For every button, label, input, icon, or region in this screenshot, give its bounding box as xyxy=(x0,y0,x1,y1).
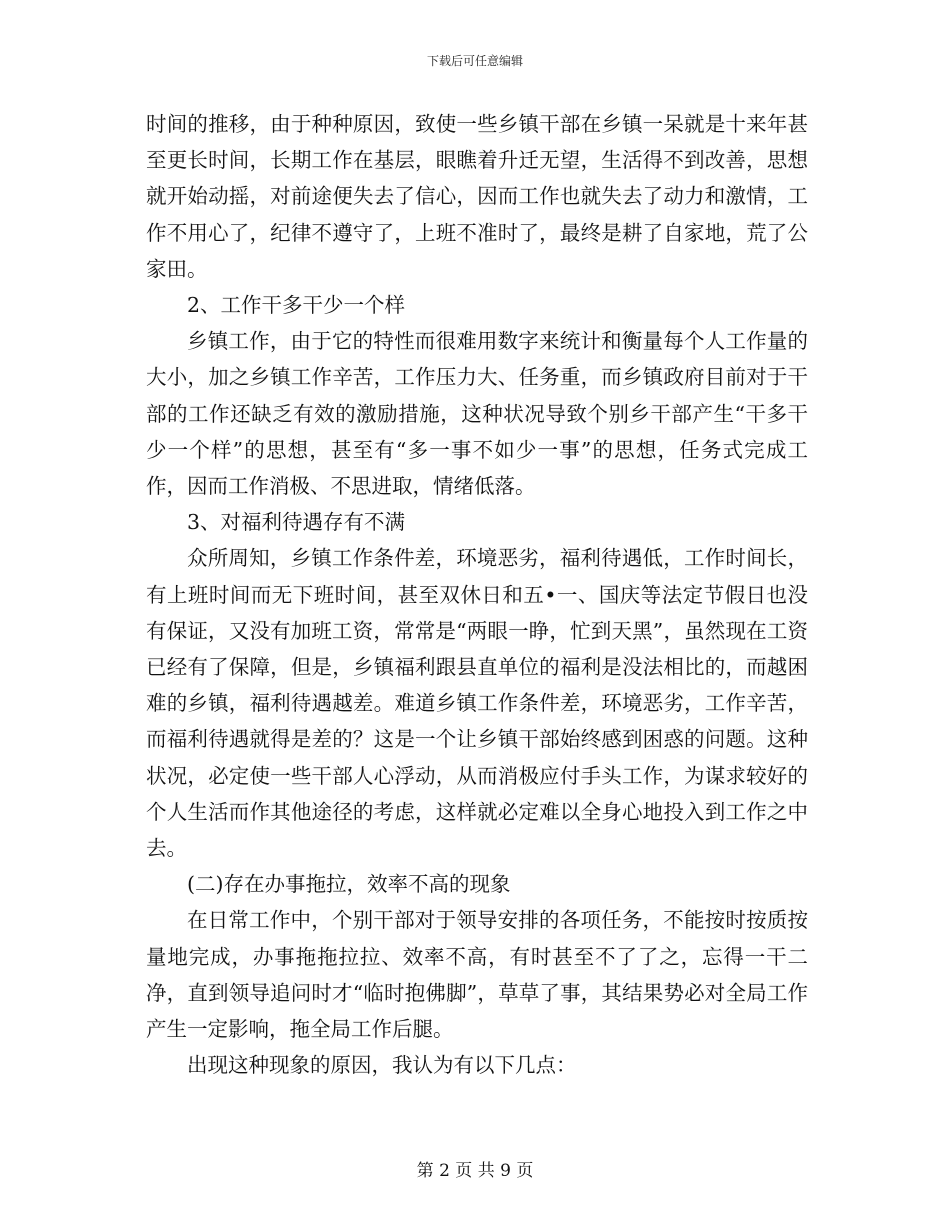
section-heading: 2、工作干多干少一个样 xyxy=(187,293,406,318)
document-body xyxy=(146,106,808,1083)
section-heading: 3、对福利待遇存有不满 xyxy=(187,510,406,535)
page-footer: 第 2 页 共 9 页 xyxy=(416,1161,534,1181)
paragraph-continuation: 时间的推移，由于种种原因，致使一些乡镇干部在乡镇一呆就是十来年甚至更长时间，长期工作在基层，眼瞧着升迁无望，生活得不到改善，思想就开始动摇，对前途便失去了信心，因而工作也就失去了动力和激情，工作不用心了，纪律不遵守了，上班不准时了，最终是耕了自家地，荒了公家田。 xyxy=(146,112,808,281)
paragraph: 众所周知，乡镇工作条件差，环境恶劣，福利待遇低，工作时间长，有上班时间而无下班时间，甚至双休日和五•一、国庆等法定节假日也没有保证，又没有加班工资，常常是“两眼一睁，忙到天黑”，虽然现在工资已经有了保障，但是，乡镇福利跟县直单位的福利是没法相比的，而越困难的乡镇，福利待遇越差。难道乡镇工作条件差，环境恶劣，工作辛苦，而福利待遇就得是差的？这是一个让乡镇干部始终感到困惑的问题。这种状况，必定使一些干部人心浮动，从而消极应付手头工作，为谋求较好的个人生活而作其他途径的考虑，这样就必定难以全身心地投入到工作之中去。 xyxy=(146,546,808,861)
paragraph: 在日常工作中，个别干部对于领导安排的各项任务，不能按时按质按量地完成，办事拖拖拉拉、效率不高，有时甚至不了了之，忘得一干二净，直到领导追问时才“临时抱佛脚”，草草了事，其结果势必对全局工作产生一定影响，拖全局工作后腿。 xyxy=(146,908,808,1042)
paragraph: 乡镇工作，由于它的特性而很难用数字来统计和衡量每个人工作量的大小，加之乡镇工作辛苦，工作压力大、任务重，而乡镇政府目前对于干部的工作还缺乏有效的激励措施，这种状况导致个别乡干部产生“干多干少一个样”的思想，甚至有“多一事不如少一事”的思想，任务式完成工作，因而工作消极、不思进取，情绪低落。 xyxy=(146,329,808,499)
page-header: 下载后可任意编辑 xyxy=(426,54,523,68)
paragraph: 出现这种现象的原因，我认为有以下几点： xyxy=(187,1053,577,1078)
section-heading: (二)存在办事拖拉，效率不高的现象 xyxy=(187,872,511,897)
